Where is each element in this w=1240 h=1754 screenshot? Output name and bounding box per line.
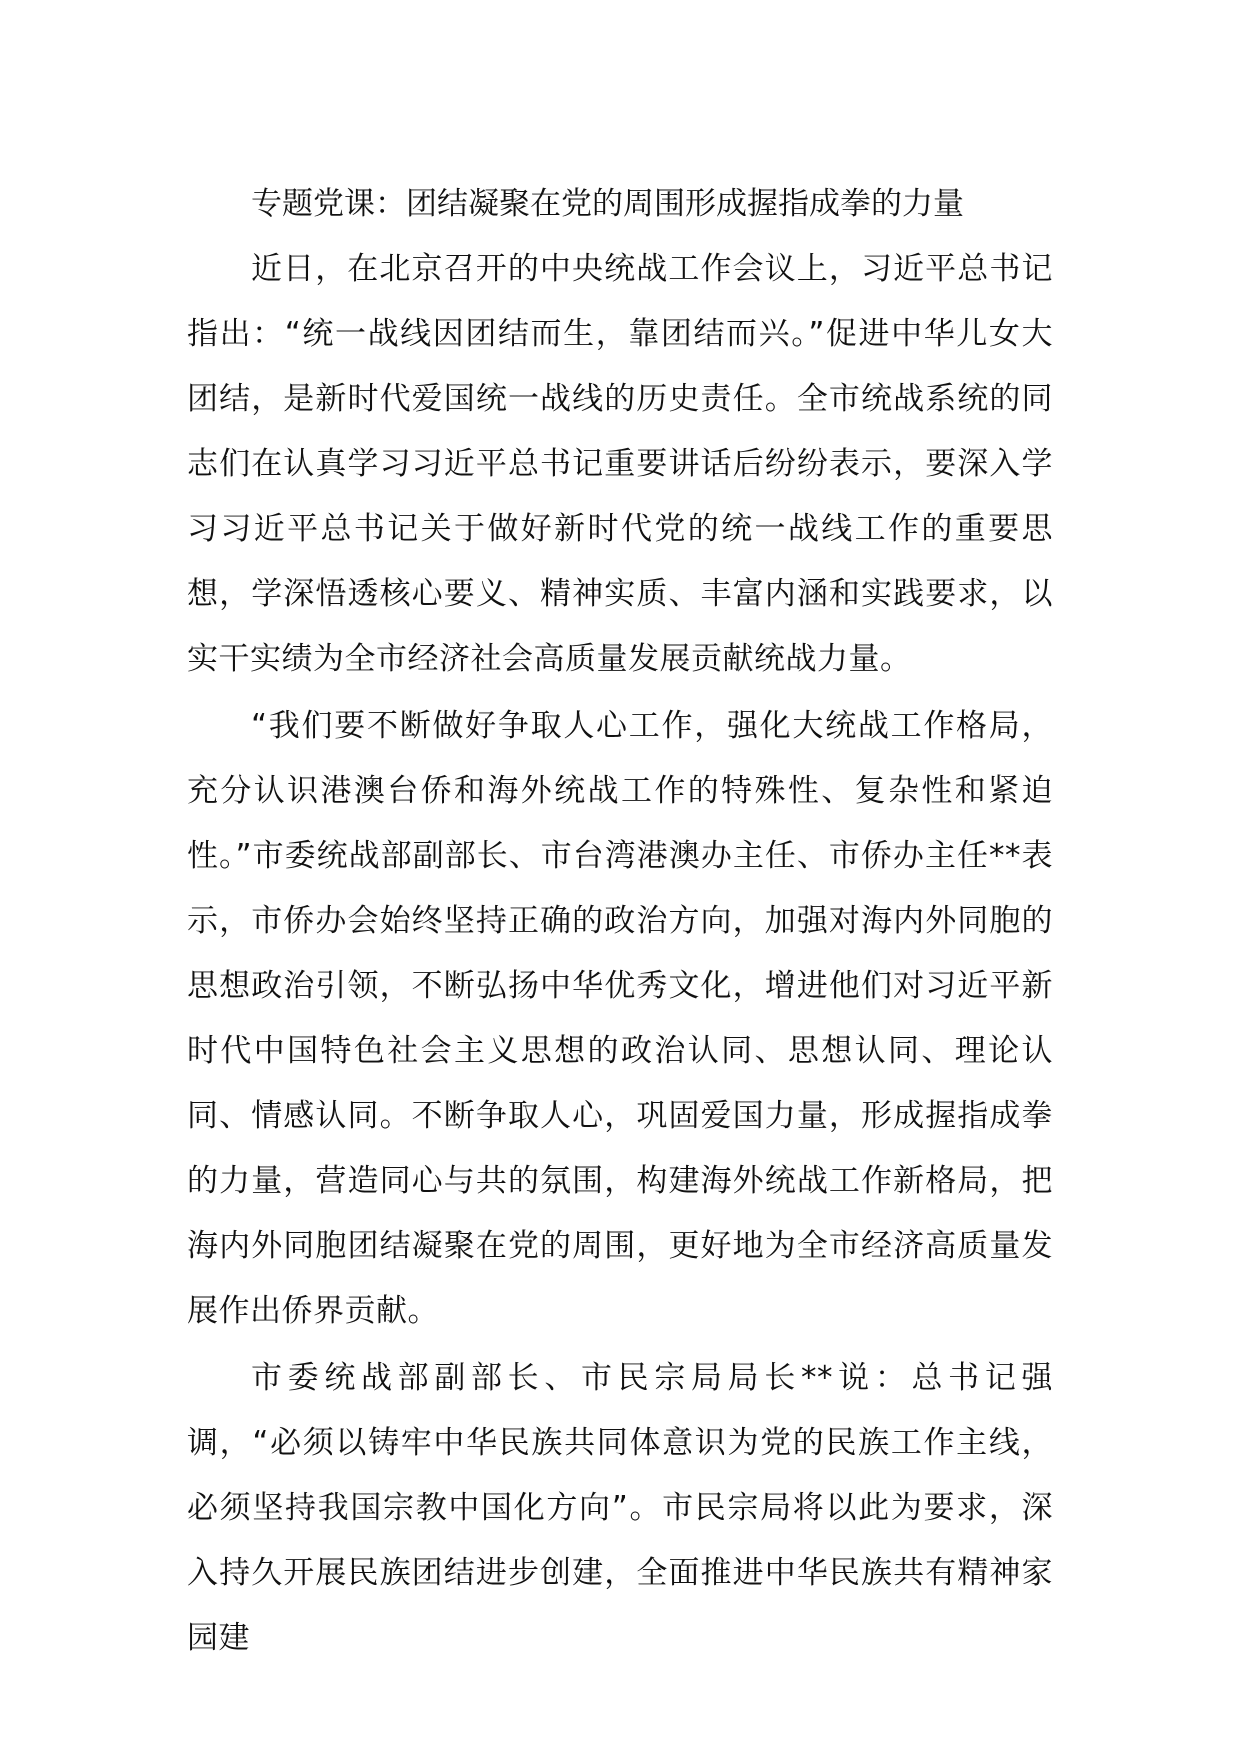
document-title: 专题党课：团结凝聚在党的周围形成握指成拳的力量 [251, 186, 964, 222]
paragraph-1: 近日，在北京召开的中央统战工作会议上，习近平总书记指出：“统一战线因团结而生，靠团结而兴。”促进中华儿女大团结，是新时代爱国统一战线的历史责任。全市统战系统的同志们在认真学习习近平总书记重要讲话后纷纷表示，要深入学习习近平总书记关于做好新时代党的统一战线工作的重要思想，学深悟透核心要义、精神实质、丰富内涵和实践要求，以实干实绩为全市经济社会高质量发展贡献统战力量。 [187, 251, 1053, 677]
paragraph-2: “我们要不断做好争取人心工作，强化大统战工作格局，充分认识港澳台侨和海外统战工作的特殊性、复杂性和紧迫性。”市委统战部副部长、市台湾港澳办主任、市侨办主任**表示，市侨办会始终坚持正确的政治方向，加强对海内外同胞的思想政治引领，不断弘扬中华优秀文化，增进他们对习近平新时代中国特色社会主义思想的政治认同、思想认同、理论认同、情感认同。不断争取人心，巩固爱国力量，形成握指成拳的力量，营造同心与共的氛围，构建海外统战工作新格局，把海内外同胞团结凝聚在党的周围，更好地为全市经济高质量发展作出侨界贡献。 [187, 708, 1053, 1329]
document-body [187, 172, 1053, 1673]
paragraph-3: 市委统战部副部长、市民宗局局长**说：总书记强调，“必须以铸牢中华民族共同体意识为党的民族工作主线，必须坚持我国宗教中国化方向”。市民宗局将以此为要求，深入持久开展民族团结进步创建，全面推进中华民族共有精神家园建 [187, 1360, 1053, 1656]
